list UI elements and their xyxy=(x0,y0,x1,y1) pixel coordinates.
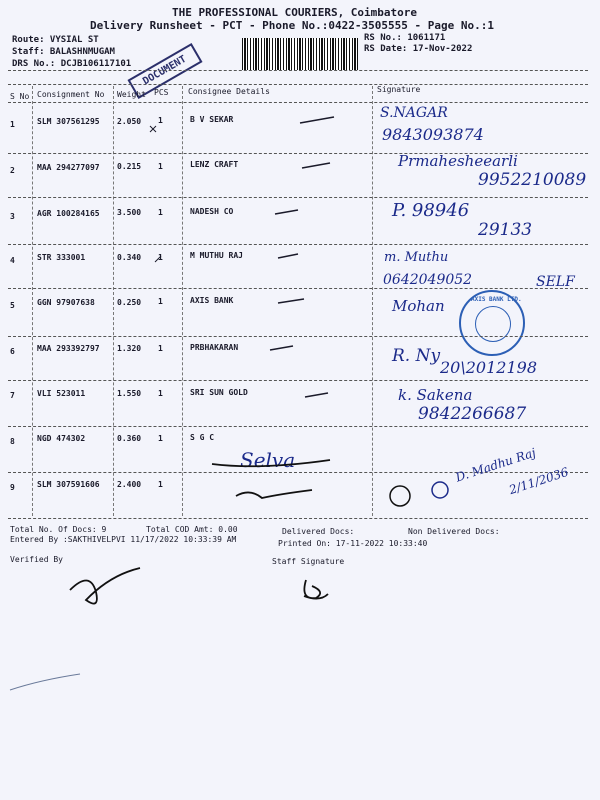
signature-name: S.NAGAR xyxy=(380,105,448,121)
row-sno: 3 xyxy=(10,212,15,221)
tick-mark xyxy=(150,126,156,132)
row-weight: 2.400 xyxy=(117,480,142,489)
scribble-mark xyxy=(270,346,293,350)
verified-by-label: Verified By xyxy=(10,555,63,564)
company-title: THE PROFESSIONAL COURIERS, Coimbatore xyxy=(172,6,418,19)
row-consignee: LENZ CRAFT xyxy=(190,160,239,169)
scribble-mark xyxy=(305,393,328,397)
scribble-mark xyxy=(275,210,298,214)
row-sno: 5 xyxy=(10,301,15,310)
row-consignment: NGD 474302 xyxy=(37,434,86,443)
signature-phone: 20\2012198 xyxy=(440,358,538,377)
staff-label: Staff: BALASHNMUGAM xyxy=(12,47,115,57)
signature-name: R. Ny xyxy=(392,346,441,366)
handwritten-name: D. Madhu Raj xyxy=(453,445,538,485)
total-cod: Total COD Amt: 0.00 xyxy=(146,525,238,534)
row-sno: 8 xyxy=(10,437,15,446)
tick-mark xyxy=(155,256,161,262)
col-header-consignee: Consignee Details xyxy=(188,87,270,96)
row-consignment: VLI 523011 xyxy=(37,389,86,398)
scribble-circle xyxy=(390,486,410,506)
col-header-consignment: Consignment No xyxy=(37,90,105,99)
col-header-sno: S No xyxy=(10,92,30,101)
row-consignment: MAA 293392797 xyxy=(37,344,100,353)
row-sno: 2 xyxy=(10,166,15,175)
row-consignee: S G C xyxy=(190,433,215,442)
staff-signature-mark xyxy=(304,580,328,599)
scribble-mark xyxy=(278,254,298,258)
self-note: SELF xyxy=(536,274,575,290)
printed-on: Printed On: 17-11-2022 10:33:40 xyxy=(278,539,428,548)
row-consignee: AXIS BANK xyxy=(190,296,234,305)
row-consignment: MAA 294277097 xyxy=(37,163,100,172)
row-consignment: SLM 307561295 xyxy=(37,117,100,126)
row-pcs: 1 xyxy=(158,116,163,125)
handwritten-date: 2/11/2036 xyxy=(507,464,571,498)
paper-crease xyxy=(10,674,80,690)
signature-name: Prmahesheearli xyxy=(398,152,518,170)
row-weight: 0.360 xyxy=(117,434,142,443)
row-consignment: AGR 100284165 xyxy=(37,209,100,218)
row-consignee: M MUTHU RAJ xyxy=(190,251,243,260)
delivered-docs: Delivered Docs: xyxy=(282,527,355,536)
signature-phone: 9952210089 xyxy=(478,170,587,190)
row-pcs: 1 xyxy=(158,344,163,353)
signature-phone: 29133 xyxy=(478,220,533,240)
signature-phone: 0642049052 xyxy=(383,272,473,288)
row-weight: 2.050 xyxy=(117,117,142,126)
row-weight: 0.215 xyxy=(117,162,142,171)
row-pcs: 1 xyxy=(158,297,163,306)
scribble-mark xyxy=(278,299,304,303)
scribble-mark xyxy=(300,117,334,123)
row-pcs: 1 xyxy=(158,162,163,171)
col-header-weight: Weight xyxy=(117,90,146,99)
row-consignment: STR 333001 xyxy=(37,253,86,262)
rs-date: RS Date: 17-Nov-2022 xyxy=(364,44,473,54)
row-consignee: B V SEKAR xyxy=(190,115,234,124)
verifier-signature xyxy=(70,568,140,604)
runsheet-line: Delivery Runsheet - PCT - Phone No.:0422-3505555 - Page No.:1 xyxy=(90,19,494,32)
row-sno: 4 xyxy=(10,256,15,265)
col-header-signature: Signature xyxy=(377,85,421,94)
col-header-pcs: PCS xyxy=(154,88,169,97)
signature-name: Mohan xyxy=(392,297,445,315)
row-pcs: 1 xyxy=(158,480,163,489)
row-sno: 6 xyxy=(10,347,15,356)
staff-signature-label: Staff Signature xyxy=(272,557,345,566)
scribble-mark xyxy=(212,460,330,466)
row-pcs: 1 xyxy=(158,208,163,217)
entered-by: Entered By :SAKTHIVELPVI 11/17/2022 10:33:39 AM xyxy=(10,535,237,544)
signature-name: m. Muthu xyxy=(384,250,449,265)
row-consignment: SLM 307591606 xyxy=(37,480,100,489)
signature-name: k. Sakena xyxy=(398,386,473,404)
signature-phone: 9842266687 xyxy=(418,404,527,424)
row-weight: 0.340 xyxy=(117,253,142,262)
receiver-signature: Selva xyxy=(240,448,296,472)
row-sno: 1 xyxy=(10,120,15,129)
row-weight: 1.320 xyxy=(117,344,142,353)
row-weight: 0.250 xyxy=(117,298,142,307)
route-label: Route: VYSIAL ST xyxy=(12,35,99,45)
signature-name: P. 98946 xyxy=(392,200,470,221)
row-weight: 1.550 xyxy=(117,389,142,398)
scribble-circle xyxy=(432,482,448,498)
seal-text: AXIS BANK LTD. xyxy=(471,296,522,303)
total-docs: Total No. Of Docs: 9 xyxy=(10,525,107,534)
row-sno: 9 xyxy=(10,483,15,492)
row-consignee: PRBHAKARAN xyxy=(190,343,239,352)
row-pcs: 1 xyxy=(158,389,163,398)
scribble-mark xyxy=(236,490,312,498)
scribble-mark xyxy=(302,163,330,168)
drs-number: DRS No.: DCJB106117101 xyxy=(12,59,132,69)
rs-number: RS No.: 1061171 xyxy=(364,33,446,43)
row-pcs: 1 xyxy=(158,434,163,443)
row-pcs: 1 xyxy=(158,253,163,262)
non-delivered-docs: Non Delivered Docs: xyxy=(408,527,500,536)
row-consignee: NADESH CO xyxy=(190,207,234,216)
row-consignment: GGN 97907638 xyxy=(37,298,95,307)
signature-phone: 9843093874 xyxy=(382,125,484,144)
document-stamp: DOCUMENT xyxy=(127,43,202,99)
row-weight: 3.500 xyxy=(117,208,142,217)
row-consignee: SRI SUN GOLD xyxy=(190,388,248,397)
row-sno: 7 xyxy=(10,391,15,400)
